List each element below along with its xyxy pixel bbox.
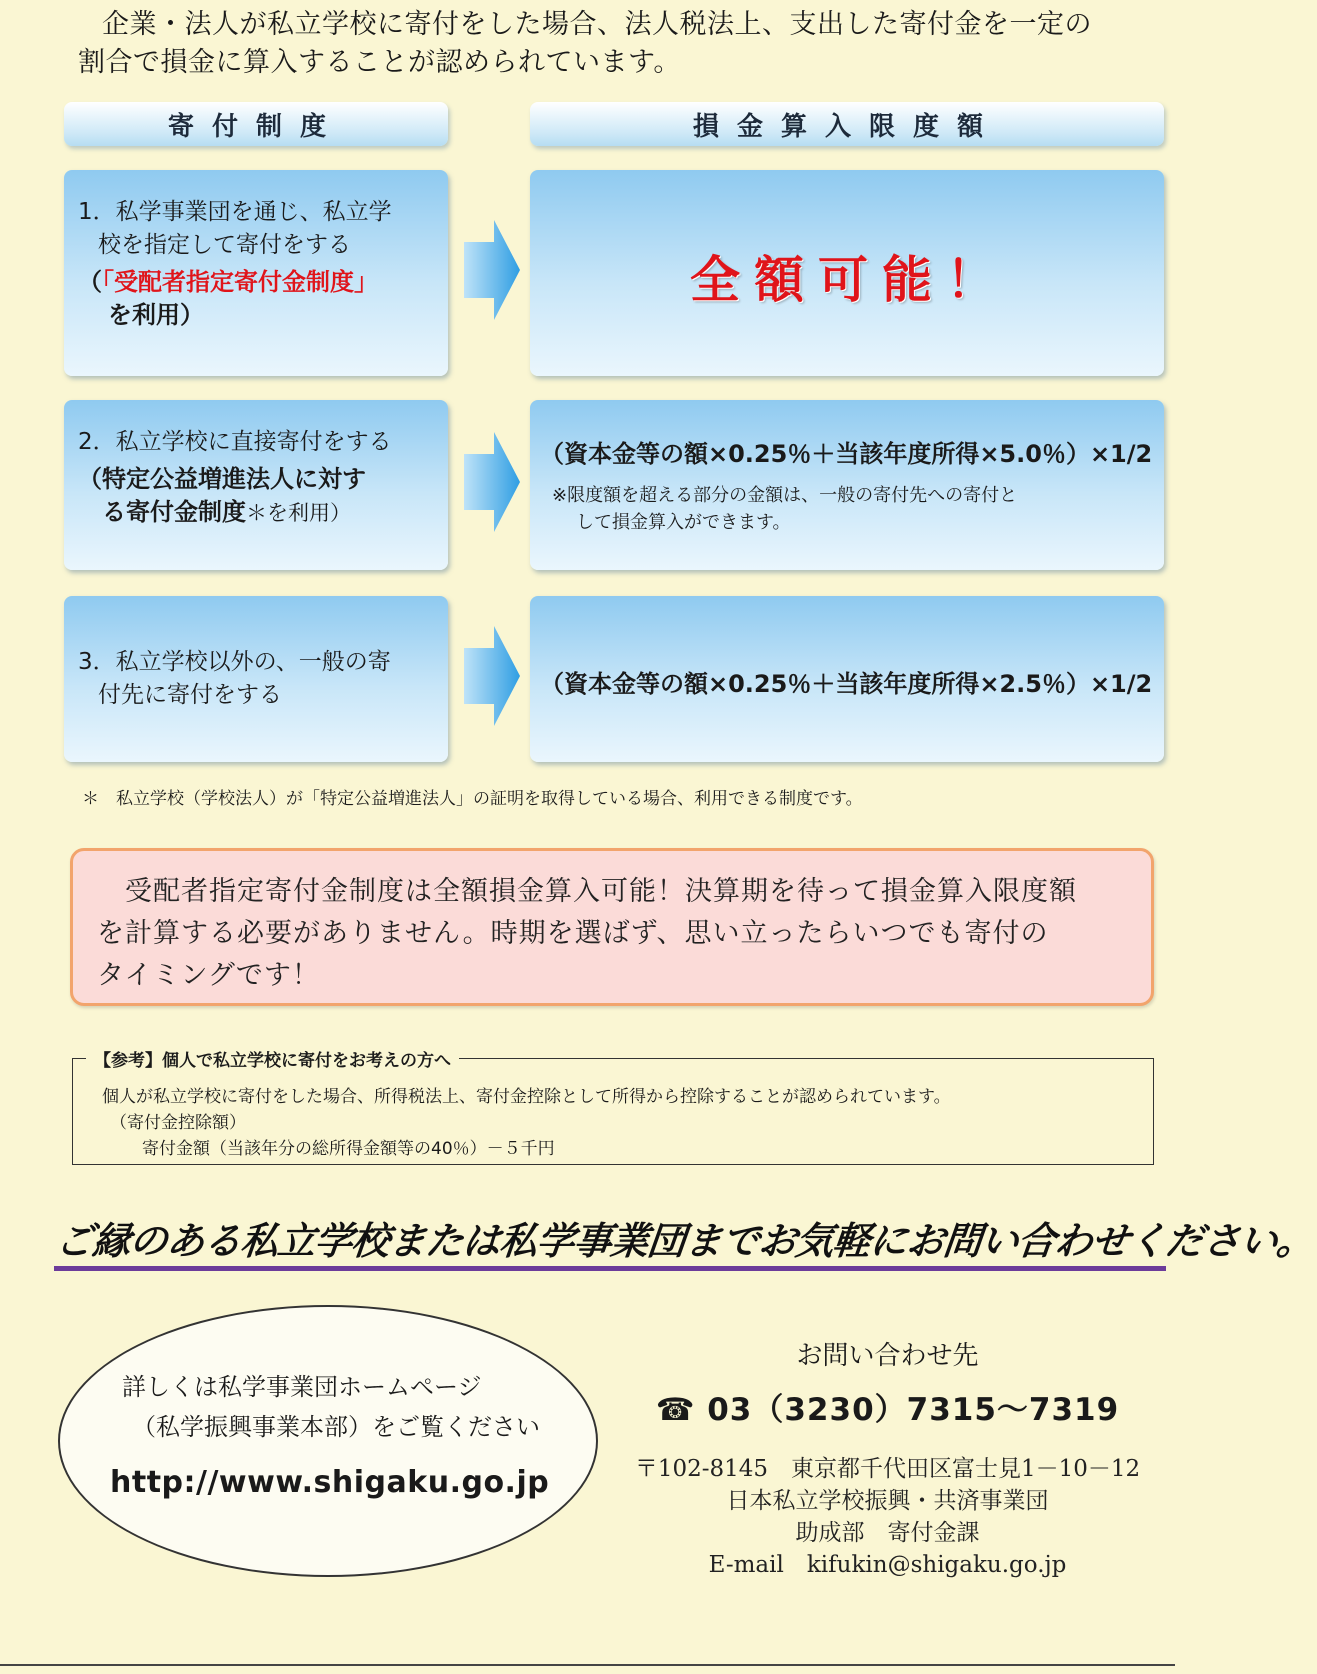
contact-email[interactable]: E-mail kifukin@shigaku.go.jp <box>708 1552 1067 1578</box>
highlight-line1: 受配者指定寄付金制度は全額損金算入可能！決算期を待って損金算入限度額 <box>125 876 1077 907</box>
highlight-box <box>70 848 1154 1006</box>
intro-line-1: 企業・法人が私立学校に寄付をした場合、法人税法上、支出した寄付金を一定の <box>102 9 1092 40</box>
highlight-line2: を計算する必要がありません。時期を選ばず、思い立ったらいつでも寄付の <box>97 918 1049 949</box>
reference-line1: 個人が私立学校に寄付をした場合、所得税法上、寄付金控除として所得から控除することが認められています。 <box>102 1087 951 1107</box>
row2-note-line2: して損金算入ができます。 <box>576 512 791 533</box>
intro-text <box>78 6 1158 82</box>
cta-underline <box>54 1266 1166 1271</box>
row3-formula: （資本金等の額×0.25％＋当該年度所得×2.5％）×1/2 <box>540 670 1153 698</box>
reference-line3: 寄付金額（当該年分の総所得金額等の40％）－５千円 <box>142 1139 555 1159</box>
row2-left-text <box>78 426 448 530</box>
row3-line1: 3．私立学校以外の、一般の寄 <box>78 649 391 675</box>
oval-line1: 詳しくは私学事業団ホームページ <box>122 1373 482 1401</box>
row1-line1: 1．私学事業団を通じ、私立学 <box>78 199 392 225</box>
contact-title: お問い合わせ先 <box>796 1341 979 1371</box>
contact-phone[interactable] <box>600 1384 1175 1429</box>
row1-left-text <box>78 196 448 332</box>
highlight-line3: タイミングです！ <box>97 960 320 991</box>
row3-line2: 付先に寄付をする <box>98 682 282 708</box>
row1-paren: （ <box>78 268 102 296</box>
call-to-action: ご縁のある私立学校または私学事業団までお気軽にお問い合わせください。 <box>53 1219 1316 1263</box>
reference-title: 【参考】個人で私立学校に寄付をお考えの方へ <box>86 1046 459 1071</box>
row3-arrow-icon <box>464 626 520 726</box>
telephone-icon: ☎ <box>655 1392 696 1428</box>
reference-line2: （寄付金控除額） <box>110 1113 246 1133</box>
row2-arrow-icon <box>464 432 520 532</box>
row2-note <box>552 482 1017 536</box>
contact-dept: 助成部 寄付金課 <box>795 1520 980 1546</box>
row2-note-line1: ※限度額を超える部分の金額は、一般の寄付先への寄付と <box>552 485 1018 506</box>
contact-org: 日本私立学校振興・共済事業団 <box>726 1488 1049 1514</box>
row2-line3a: る寄付金制度 <box>102 498 246 526</box>
row2-line3b: ＊を利用） <box>246 501 351 525</box>
row1-line4: を利用） <box>108 301 204 329</box>
row2-line3 <box>78 496 448 530</box>
row3-left-text <box>78 646 448 712</box>
bottom-rule <box>0 1664 1175 1666</box>
header-donation-system: 寄付制度 <box>64 102 448 146</box>
row2-line2: （特定公益増進法人に対す <box>78 465 366 493</box>
website-oval <box>58 1305 598 1577</box>
row1-line3 <box>78 266 448 299</box>
row1-line2: 校を指定して寄付をする <box>98 232 351 258</box>
full-amount-text: 全額可能！ <box>690 251 1010 309</box>
website-url-link[interactable]: http://www.shigaku.go.jp <box>110 1465 550 1500</box>
footnote: ＊ 私立学校（学校法人）が「特定公益増進法人」の証明を取得している場合、利用できる制度です。 <box>82 789 863 809</box>
oval-line2: （私学振興事業本部）をご覧ください <box>132 1413 540 1441</box>
highlight-text <box>97 871 1137 997</box>
header-deduction-limit: 損金算入限度額 <box>530 102 1164 146</box>
phone-number: 03（3230）7315〜7319 <box>707 1392 1120 1428</box>
row2-formula: （資本金等の額×0.25％＋当該年度所得×5.0％）×1/2 <box>540 440 1153 468</box>
contact-address: 〒102-8145 東京都千代田区富士見1－10－12 <box>634 1456 1141 1482</box>
row1-arrow-icon <box>464 220 520 320</box>
row2-line1: 2．私立学校に直接寄付をする <box>78 429 392 455</box>
row1-highlight: 「受配者指定寄付金制度」 <box>102 268 378 296</box>
intro-line-2: 割合で損金に算入することが認められています。 <box>78 47 681 78</box>
